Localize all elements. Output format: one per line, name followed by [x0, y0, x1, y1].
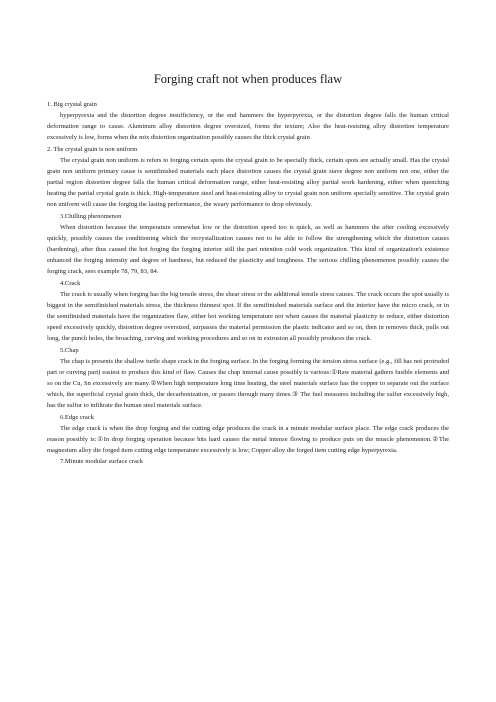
section-paragraph: The crystal grain non uniform is refers to forging certain spots the crystal grain to be specially thick, certain spots are actually small. Has the crystal grain non uniform primary cause is semifinished materials each place distortion causes the crystal grain stave degree non uniform not one, either the partial region distortion degree falls the human critical deformation range, either heat-resisting alloy partial work hardening, either when quenching heating the partial crystal grain is thick. High-temperature steel and heat-resisting alloy to crystal grain non uniform specially sensitive. The crystal grain non uniform will cause the forging the lasting performance, the weary performance to drop obviously. [47, 156, 449, 209]
document-title: Forging craft not when produces flaw [153, 72, 343, 86]
document-body [47, 99, 449, 467]
document-page [47, 72, 449, 467]
section-paragraph: The crack is usually when forging has the big tensile stress, the shear stress or the additional tensile stress causes. The crack occurs the spot usually is biggest in the semifinished materials stress, the thickness thinnest spot. If the semifinished materials surface and the interior have the micro crack, or in the semifinished materials have the organization flaw, either hot working temperature not when causes the material plasticity to reduce, either distortion speed excessively quickly, distortion degree oversized, surpasses the material permission the plastic indicator and so on, then in removes thick, pulls out long, the punch holes, the broaching, curving and working procedures and so on in extrusion all possibly produces the crack. [47, 290, 449, 343]
section-paragraph: The chap is presents the shallow turtle shape crack in the forging surface. In the forging forming the tension stress surface (e.g., fill has not protruded part or curving part) easiest to produce this kind of flaw. Causes the chap internal cause possibly is various:①Raw material gathers fusible elements and so on the Cu, Sn excessively are many.②When high temperature long time heating, the steel materials surface has the copper to separate out the surface which, the superficial crystal grain thick, the decarbonization, or passes through many times.③ The fuel measures including the sulfur excessively high, has the sulfur to infiltrate the human steel materials surface. [47, 357, 449, 410]
section-heading: 3.Chilling phenomenon [60, 212, 122, 220]
section-heading: 1. Big crystal grain [47, 101, 97, 108]
section-paragraph: When distortion because the temperature somewhat low or the distortion speed too is quick, as well as hammers the after cooling excessively quickly, possibly causes the conditioning which the recrystallization causes not to be able to follow the strengthening which the distortion causes (hardening), after thus caused the hot forging the forging interior still the part retention cold work organization. This kind of organization's existence enhanced the forging intensity and degree of hardness, but reduced the plasticity and toughness. The serious chilling phenomenon possibly causes the forging crack, sees example 78, 79, 83, 84. [47, 223, 449, 276]
section-paragraph: The edge crack is when the drop forging and the cutting edge produces the crack in a minute modular surface place. The edge crack produces the reason possibly is:①In drop forging operation because hits hard causes the metal intense flowing to produce puts on the muscle phenomenon.②The magnesium alloy die forged item cutting edge temperature excessively is low; Copper alloy die forged item cutting edge hyperpyrexia. [47, 424, 449, 455]
section-heading: 7.Minute modular surface crack [60, 458, 144, 466]
section-paragraph: hyperpyrexia and the distortion degree insufficiency, or the end hammers the hyperpyrexia, or the distortion degree falls the human critical deformation range to cause. Aluminum alloy distortion degree oversized, forms the texture; Also the heat-resisting alloy distortion temperature excessively is low, forms when the mix distortion organization possibly causes the thick crystal grain [47, 112, 449, 142]
section-heading: 4.Crack [60, 279, 81, 287]
section-heading: 5.Chap [60, 346, 79, 354]
section-heading: 2. The crystal grain is non uniform [47, 145, 138, 153]
section-heading: 6.Edge crack [60, 413, 94, 421]
